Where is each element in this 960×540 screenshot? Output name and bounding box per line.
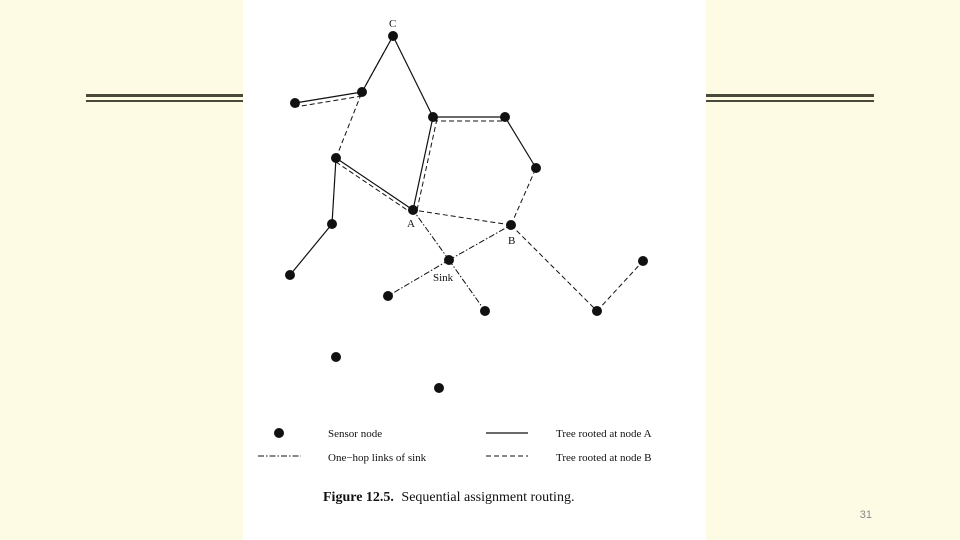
caption-text: Sequential assignment routing.	[401, 490, 575, 505]
node-3	[428, 112, 438, 122]
link-sink-b	[449, 225, 511, 260]
link-n7-n8	[290, 224, 332, 275]
node-a	[408, 205, 418, 215]
figure-caption	[323, 490, 574, 505]
legend-tree-b: Tree rooted at node B	[556, 452, 652, 464]
legend-tree-a: Tree rooted at node A	[556, 428, 652, 440]
link-a-n6-b	[336, 162, 413, 214]
node-5	[531, 163, 541, 173]
link-c-n3	[393, 36, 433, 117]
link-a-n6	[336, 158, 413, 210]
link-b-a	[413, 210, 511, 225]
node-sink	[444, 255, 454, 265]
label-sink: Sink	[433, 272, 454, 284]
legend-sensor-node: Sensor node	[328, 428, 383, 440]
node-2	[290, 98, 300, 108]
legend	[258, 428, 652, 464]
node-10	[480, 306, 490, 316]
link-n11-n12	[597, 261, 643, 311]
caption-prefix: Figure 12.5.	[323, 490, 394, 505]
node-b	[506, 220, 516, 230]
figure-panel	[243, 0, 706, 540]
link-a-n3-b	[417, 119, 437, 210]
network-diagram	[243, 0, 706, 540]
node-c	[388, 31, 398, 41]
link-sink-n10	[449, 260, 485, 311]
node-4	[500, 112, 510, 122]
node-9	[383, 291, 393, 301]
tree-b-links	[295, 36, 643, 311]
decorative-rule-left	[86, 94, 244, 104]
tree-a-links	[290, 36, 536, 275]
node-1	[357, 87, 367, 97]
legend-sensor-node-marker	[274, 428, 284, 438]
link-n3-a	[413, 117, 433, 210]
page-number: 31	[859, 509, 872, 521]
node-7	[327, 219, 337, 229]
node-11	[592, 306, 602, 316]
decorative-rule-right	[706, 94, 874, 104]
label-c: C	[389, 18, 397, 30]
node-13	[331, 352, 341, 362]
link-b-n11	[511, 225, 597, 311]
node-6	[331, 153, 341, 163]
link-n6-n1-b	[336, 92, 362, 158]
sensor-nodes	[285, 31, 648, 393]
link-sink-a	[413, 210, 449, 260]
node-14	[434, 383, 444, 393]
label-b: B	[508, 235, 516, 247]
node-8	[285, 270, 295, 280]
link-n4-n5	[505, 117, 536, 168]
link-n6-n7	[332, 158, 336, 224]
link-b-n5	[511, 168, 536, 225]
node-12	[638, 256, 648, 266]
label-a: A	[407, 218, 415, 230]
legend-one-hop: One−hop links of sink	[328, 452, 427, 464]
